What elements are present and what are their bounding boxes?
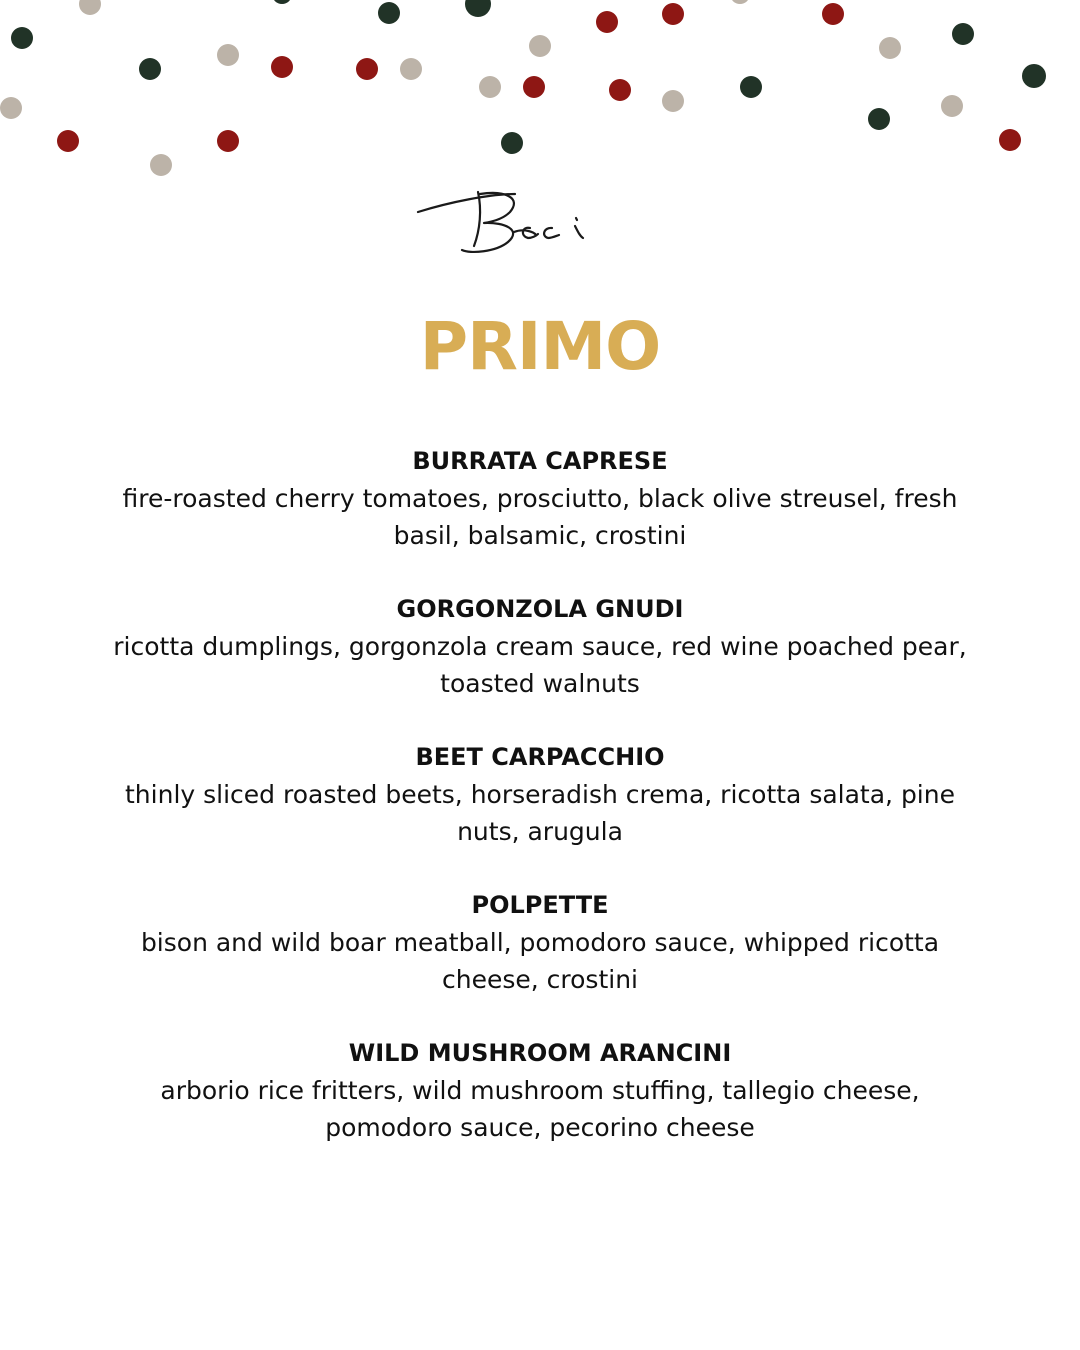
menu-item-name: GORGONZOLA GNUDI [396,595,684,623]
menu-item-wild-mushroom-arancini [100,1035,980,1146]
menu-item-name: BEET CARPACCHIO [415,743,665,771]
page-title: PRIMO [419,308,661,385]
menu-item-name: BURRATA CAPRESE [412,447,668,475]
menu-item-gorgonzola-gnudi [100,591,980,702]
menu-item-description: fire-roasted cherry tomatoes, prosciutto, black olive streusel, fresh basil, balsamic, crostini [122,484,958,550]
menu-item-name: POLPETTE [471,891,609,919]
menu-list [0,443,1080,1183]
menu-item-description: bison and wild boar meatball, pomodoro sauce, whipped ricotta cheese, crostini [140,928,940,994]
menu-item-description: arborio rice fritters, wild mushroom stuffing, tallegio cheese, pomodoro sauce, pecorino cheese [160,1076,920,1142]
confetti-green-dots [11,0,1046,154]
confetti-decoration [0,0,1080,200]
menu-item-beet-carpacchio [100,739,980,850]
menu-item-burrata-caprese [100,443,980,554]
menu-item-description: thinly sliced roasted beets, horseradish crema, ricotta salata, pine nuts, arugula [125,780,955,846]
menu-item-description: ricotta dumplings, gorgonzola cream sauce, red wine poached pear, toasted walnuts [113,632,967,698]
menu-item-name: WILD MUSHROOM ARANCINI [348,1039,732,1067]
confetti-beige-dots [0,0,963,176]
menu-item-polpette [100,887,980,998]
baci-logo [410,180,630,265]
